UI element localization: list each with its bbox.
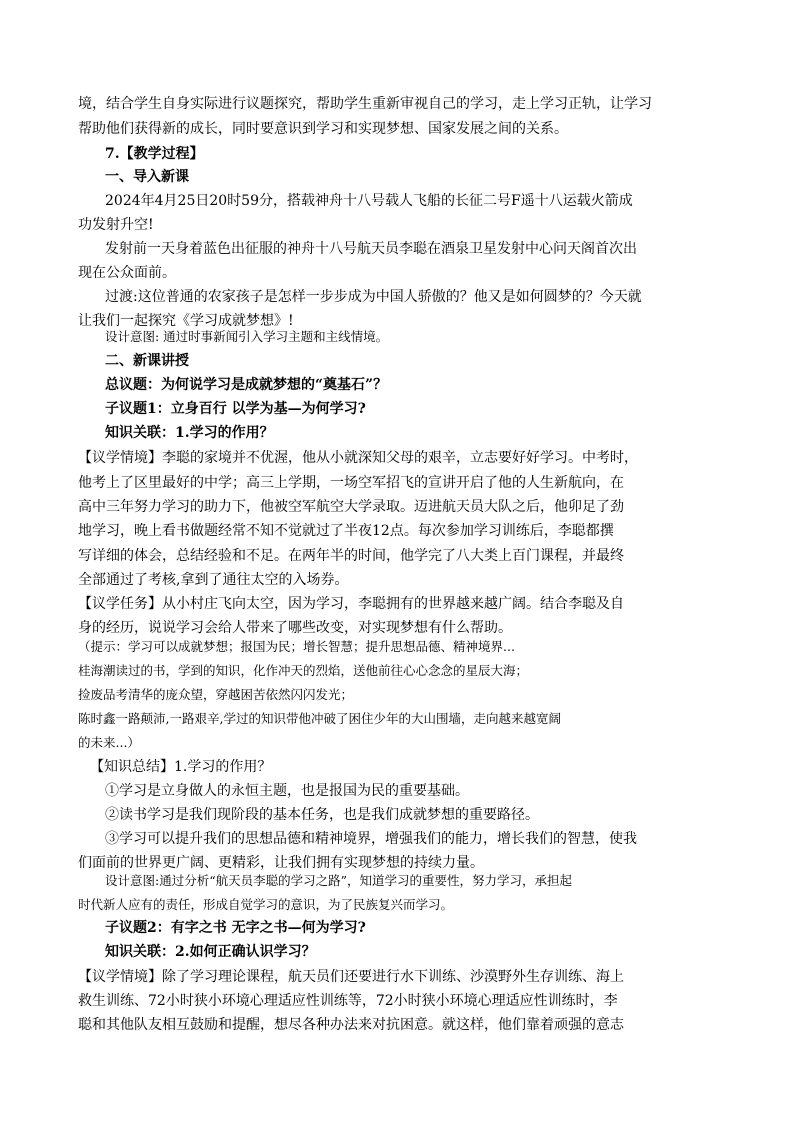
text-line: 过渡:这位普通的农家孩子是怎样一步步成为中国人骄傲的？他又是如何圆梦的？今天就 — [105, 289, 642, 305]
section-heading: 一、导入新课 — [105, 169, 189, 185]
text-line: 聪和其他队友相互鼓励和提醒，想尽各种办法来对抗困意。就这样，他们靠着顽强的意志 — [78, 1017, 624, 1033]
subtopic-heading: 子议题2：有字之书 无字之书—何为学习? — [105, 920, 366, 936]
text-line: 【议学情境】李聪的家境并不优渥，他从小就深知父母的艰辛，立志要好好学习。中考时， — [78, 450, 638, 466]
text-line: 发射前一天身着蓝色出征服的神舟十八号航天员李聪在酒泉卫星发射中心问天阁首次出 — [105, 241, 637, 257]
text-line: 帮助他们获得新的成长，同时要意识到学习和实现梦想、国家发展之间的关系。 — [78, 121, 568, 137]
design-intent: 设计意图: 通过时事新闻引入学习主题和主线情境。 — [105, 329, 389, 344]
summary-item: ①学习是立身做人的永恒主题，也是报国为民的重要基础。 — [105, 783, 469, 799]
text-line: 境，结合学生自身实际进行议题探究，帮助学生重新审视自己的学习，走上学习正轨，让学习 — [78, 96, 652, 112]
summary-item: ②读书学习是我们现阶段的基本任务，也是我们成就梦想的重要路径。 — [105, 807, 539, 823]
hint-line: 桂海潮读过的书，学到的知识，化作冲天的烈焰，送他前往心心念念的星辰大海； — [78, 663, 529, 678]
text-line: 功发射升空! — [78, 217, 154, 233]
knowledge-summary-heading: 【知识总结】1.学习的作用？ — [90, 759, 272, 775]
text-line: 地学习，晚上看书做题经常不知不觉就过了半夜12点。每次参加学习训练后，李聪都撰 — [78, 523, 614, 539]
text-line: 现在公众面前。 — [78, 265, 176, 281]
hint-line: 捡废品考清华的庞众望，穿越困苦依然闪闪发光； — [78, 687, 354, 702]
design-intent: 设计意图:通过分析“航天员李聪的学习之路”，知道学习的重要性，努力学习，承担起 — [105, 873, 572, 888]
text-line: 高中三年努力学习的助力下，他被空军航空大学录取。迈进航天员大队之后，他卯足了劲 — [78, 499, 624, 515]
section-heading: 二、新课讲授 — [105, 353, 189, 369]
summary-item: ③学习可以提升我们的思想品德和精神境界，增强我们的能力，增长我们的智慧，使我 — [105, 831, 637, 847]
text-line: 【议学情境】除了学习理论课程，航天员们还要进行水下训练、沙漠野外生存训练、海上 — [78, 969, 624, 985]
text-line: 他考上了区里最好的中学；高三上学期，一场空军招飞的宣讲开启了他的人生新航向，在 — [78, 475, 624, 491]
subtopic-heading: 子议题1：立身百行 以学为基—为何学习? — [105, 401, 366, 417]
summary-item: 们面前的世界更广阔、更精彩，让我们拥有实现梦想的持续力量。 — [78, 855, 484, 871]
text-line: 写详细的体会，总结经验和不足。在两年半的时间，他学完了八大类上百门课程，并最终 — [78, 548, 624, 564]
text-line: 让我们一起探究《学习成就梦想》! — [78, 313, 294, 329]
text-line: 全部通过了考核,拿到了通往太空的入场券。 — [78, 572, 349, 588]
text-line: 身的经历，说说学习会给人带来了哪些改变，对实现梦想有什么帮助。 — [78, 620, 512, 636]
text-line: 2024年4月25日20时59分，搭载神舟十八号载人飞船的长征二号F遥十八运载火箭成 — [105, 193, 633, 209]
hint-line: 陈时鑫一路颠沛,一路艰辛,学过的知识带他冲破了困住少年的大山围墙，走向越来越宽阔 — [78, 711, 561, 726]
hint-line: （提示：学习可以成就梦想；报国为民；增长智慧；提升思想品德、精神境界... — [78, 639, 515, 654]
text-line: 【议学任务】从小村庄飞向太空，因为学习，李聪拥有的世界越来越广阔。结合李聪及自 — [78, 596, 624, 612]
main-topic: 总议题：为何说学习是成就梦想的“奠基石”？ — [105, 377, 388, 393]
knowledge-link: 知识关联：2.如何正确认识学习？ — [105, 944, 316, 960]
hint-line: 的未来...） — [78, 735, 140, 750]
section-heading: 7.【教学过程】 — [105, 146, 204, 162]
text-line: 救生训练、72小时狭小环境心理适应性训练等，72小时狭小环境心理适应性训练时，李 — [78, 993, 618, 1009]
knowledge-link: 知识关联：1.学习的作用？ — [105, 425, 274, 441]
design-intent: 时代新人应有的责任，形成自觉学习的意识，为了民族复兴而学习。 — [78, 897, 454, 912]
